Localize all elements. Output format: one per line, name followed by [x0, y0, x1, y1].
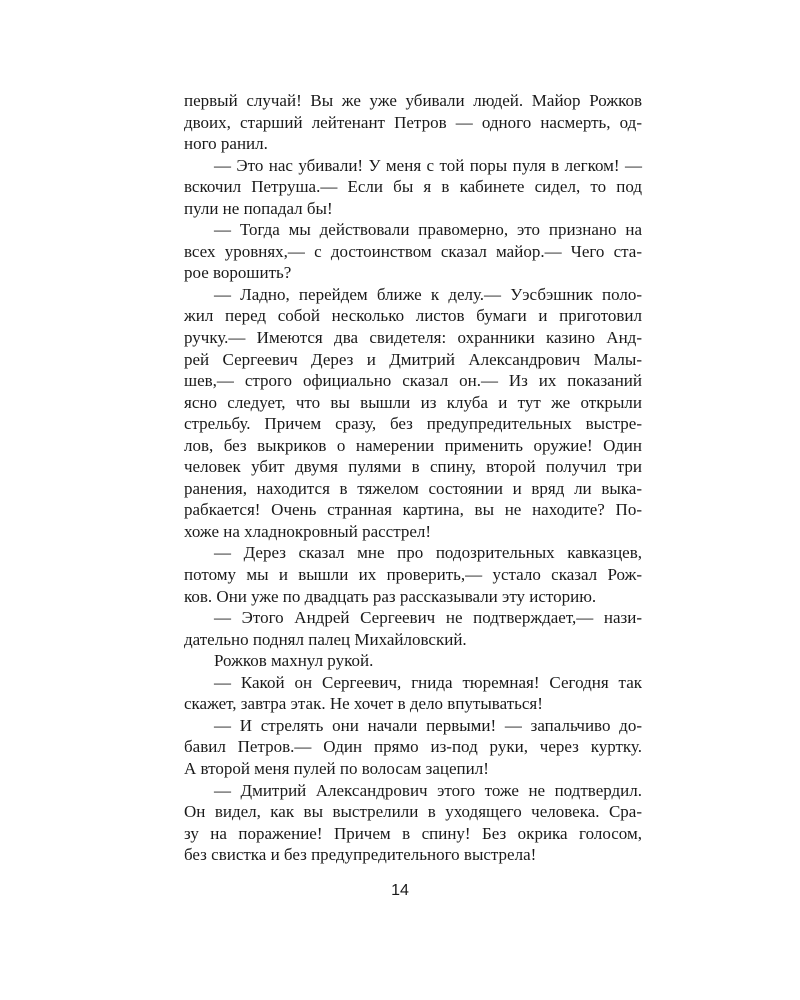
paragraph [184, 780, 642, 866]
paragraph [184, 650, 642, 672]
text-line: ков. Они уже по двадцать раз рассказывали эту историю. [184, 586, 597, 606]
text-line: потому мы и вышли их проверить,— устало сказал Рож- [184, 565, 642, 585]
text-line: А второй меня пулей по волосам зацепил! [184, 758, 489, 778]
text-line: всех уровнях,— с достоинством сказал майор.— Чего ста- [184, 241, 642, 261]
text-line: бавил Петров.— Один прямо из-под руки, через куртку. [184, 737, 642, 757]
text-line: ясно следует, что вы вышли из клуба и тут же открыли [184, 392, 642, 412]
text-line: хоже на хладнокровный расстрел! [184, 521, 432, 541]
text-line: лов, без выкриков о намерении применить оружие! Один [184, 435, 642, 455]
text-line: — Дерез сказал мне про подозрительных кавказцев, [214, 543, 642, 563]
text-line: человек убит двумя пулями в спину, второй получил три [184, 457, 642, 477]
text-line: жил перед собой несколько листов бумаги и приготовил [184, 306, 642, 326]
text-line: первый случай! Вы же уже убивали людей. Майор Рожков [184, 91, 642, 110]
paragraph [184, 219, 642, 284]
text-line: скажет, завтра этак. Не хочет в дело впутываться! [184, 694, 543, 714]
text-line: рое ворошить? [184, 263, 292, 283]
text-line: рабкается! Очень странная картина, вы не находите? По- [184, 500, 642, 520]
text-line: шев,— строго официально сказал он.— Из их показаний [184, 371, 642, 391]
text-line: зу на поражение! Причем в спину! Без окрика голосом, [184, 823, 642, 843]
paragraph [184, 672, 642, 715]
paragraph [184, 284, 642, 543]
text-line: — Этого Андрей Сергеевич не подтверждает,— нази- [214, 608, 642, 628]
text-line: ручку.— Имеются два свидетеля: охранники казино Анд- [184, 328, 642, 348]
text-line: — Ладно, перейдем ближе к делу.— Уэсбэшник поло- [214, 284, 642, 304]
text-line: рей Сергеевич Дерез и Дмитрий Александрович Малы- [184, 349, 642, 369]
text-line: — Это нас убивали! У меня с той поры пуля в легком! — [214, 155, 642, 175]
text-line: вскочил Петруша.— Если бы я в кабинете сидел, то под [184, 177, 642, 197]
text-line: — И стрелять они начали первыми! — запальчиво до- [214, 715, 642, 735]
paragraph [184, 607, 642, 650]
text-line: Рожков махнул рукой. [214, 651, 374, 671]
text-line: дательно поднял палец Михайловский. [184, 629, 467, 649]
text-line: пули не попадал бы! [184, 198, 333, 218]
text-line: ного ранил. [184, 134, 268, 154]
text-line: без свистка и без предупредительного выстрела! [184, 845, 537, 865]
text-line: двоих, старший лейтенант Петров — одного насмерть, од- [184, 112, 642, 132]
paragraph [184, 155, 642, 220]
page-number: 14 [391, 882, 409, 899]
text-line: — Какой он Сергеевич, гнида тюремная! Сегодня так [214, 672, 642, 692]
text-line: Он видел, как вы выстрелили в уходящего человека. Сра- [184, 802, 642, 822]
text-line: — Тогда мы действовали правомерно, это признано на [214, 220, 642, 240]
text-line: стрельбу. Причем сразу, без предупредительных выстре- [184, 414, 642, 434]
paragraph [184, 542, 642, 607]
book-text-body [184, 90, 642, 866]
text-line: ранения, находится в тяжелом состоянии и вряд ли выка- [184, 478, 642, 498]
text-line: — Дмитрий Александрович этого тоже не подтвердил. [214, 780, 642, 800]
paragraph [184, 715, 642, 780]
paragraph [184, 90, 642, 155]
